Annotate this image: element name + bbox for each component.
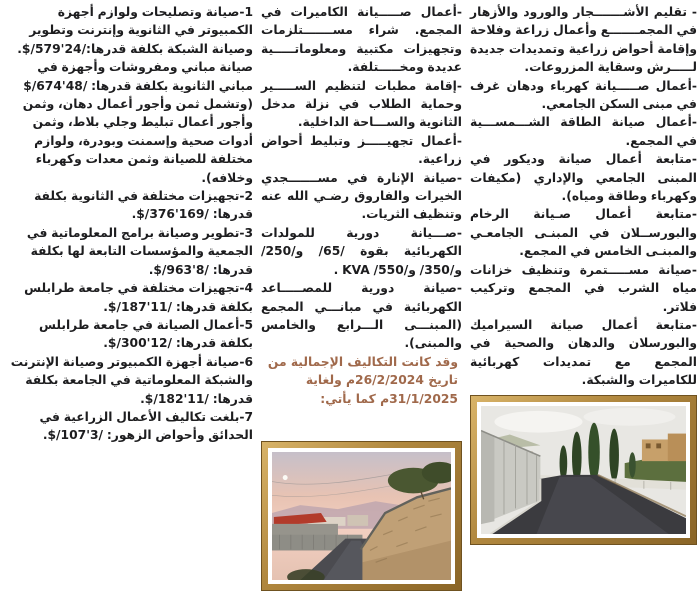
- list-item: -أعمال صـــــيانة كهرباء ودهان غرف في مبنى السكن الجامعي.: [470, 78, 697, 112]
- list-item: - تقليم الأشـــــــجار والورود والأزهار في المجمـــــــع وأعمال زراعة وفلاحة وإقامة أحواض زراعية وتمديدات جديدة لـــــرش وسقاية المزروعات.: [470, 5, 697, 75]
- list-item: -صيانة الإنارة في مســـــــجدي الخيرات والفاروق رضـي الله عنه وتنظيف الثريات.: [261, 170, 462, 222]
- asphalt-road-cypress-photo: [481, 406, 686, 534]
- list-item: -أعمال صـــــيانة الكاميرات في المجمع. شراء مســـــــتلزمات وتجهيزات مكتبية ومعلوماتـــــية عديدة ومخـــــتلفة.: [261, 5, 462, 75]
- list-item: 3-تطوير وصيانة برامج المعلوماتية في الجمعية والمؤسسات التابعة لها بكلفة قدرها: /8'963/$.: [26, 225, 253, 277]
- list-item: -متابعة أعمال صيانة وديكور في المبنى الجامعي والإداري (مكيفات وكهرباء وطاقة ومياه).: [470, 152, 697, 204]
- column-left: [8, 3, 253, 441]
- total-costs-intro: وقد كانت التكاليف الإجمالية من تاريخ 26/2/2024م ولغاية 31/1/2025م كما يأتي:: [267, 354, 458, 406]
- list-item: 2-تجهيزات مختلفة في الثانوية بكلفة قدرها: /169'376/$.: [34, 189, 253, 222]
- list-item: 1-صيانة وتصليحات ولوازم أجهزة الكمبيوتر في الثانوية وإنترنت وتطوير وصيانة الشبكة بكلفة قدرها:/24'579/$. صيانة مباني ومفروشات وأجهزة في مباني الثانوية بكلفة قدرها: /48'674/$ (وتشمل ثمن وأجور أعمال دهان، وثمن وأجور أعمال تبليط وجلي بلاط، وثمن أدوات صحية وإسمنت وبودرة، ولوازم مختلفة للصيانة وثمن معدات وكهرباء وخلافه).: [17, 5, 253, 185]
- list-item: -أعمال صيانة الطاقة الشـــمســـية في المجمع.: [470, 115, 697, 148]
- photo-mat: [477, 402, 690, 538]
- asphalt-road-photo-frame: [470, 395, 697, 545]
- sunset-road-photo-frame: [261, 441, 462, 591]
- list-item: -متابعة أعمال صـيانة الرخام والبورســلان في المبنـى الجامعـي والمبنـى الخامس في المجمع.: [470, 207, 697, 259]
- list-item: 5-أعمال الصيانة في جامعة طرابلس بكلفة قدرها: /12'300/$.: [38, 317, 253, 351]
- list-item: -أعمال تجهيـــــز وتبليط أحواض زراعية.: [261, 133, 462, 167]
- list-item: 6-صيانة أجهزة الكمبيوتر وصيانة الإنترنت والشبكة المعلوماتية في الجامعة بكلفة قدرها: /11'182/$.: [10, 354, 253, 406]
- list-item: -صـــيانة دورية للمولدات الكهربائية بقوة /65/ و/250/ و/350/ و/550/ KVA .: [261, 225, 462, 277]
- photo-mat: [268, 448, 455, 584]
- column-right: [470, 3, 697, 441]
- list-item: -متابعة أعمال صيانة السيراميك والبورسلان والدهان والصحية في المجمع مع تمديدات كهربائية للكاميرات والشبكة.: [470, 317, 697, 388]
- sunset-road-stone-wall-photo: [272, 452, 451, 580]
- column-middle: [261, 3, 462, 441]
- list-item: -إقامة مطبات لتنظيم الســـــير وحماية الطلاب في نزلة مدخل الثانوية والســـاحة الداخلية.: [261, 78, 462, 130]
- list-item: 4-تجهيزات مختلفة في جامعة طرابلس بكلفة قدرها: /11'187/$.: [24, 281, 253, 314]
- list-item: -صيانة دورية للمصـــــاعد الكهربائية في مبانـــي المجمع (المبنـــى الـــرابع والخامس والمبنى).: [261, 281, 462, 351]
- list-item: 7-بلغت تكاليف الأعمال الزراعية في الحدائق وأحواض الزهور: /3'107/$.: [39, 409, 253, 443]
- list-item: -صيانة مســـــتمرة وتنظيف خزانات مياه الشرب في المجمع وتركيب فلاتر.: [470, 262, 697, 314]
